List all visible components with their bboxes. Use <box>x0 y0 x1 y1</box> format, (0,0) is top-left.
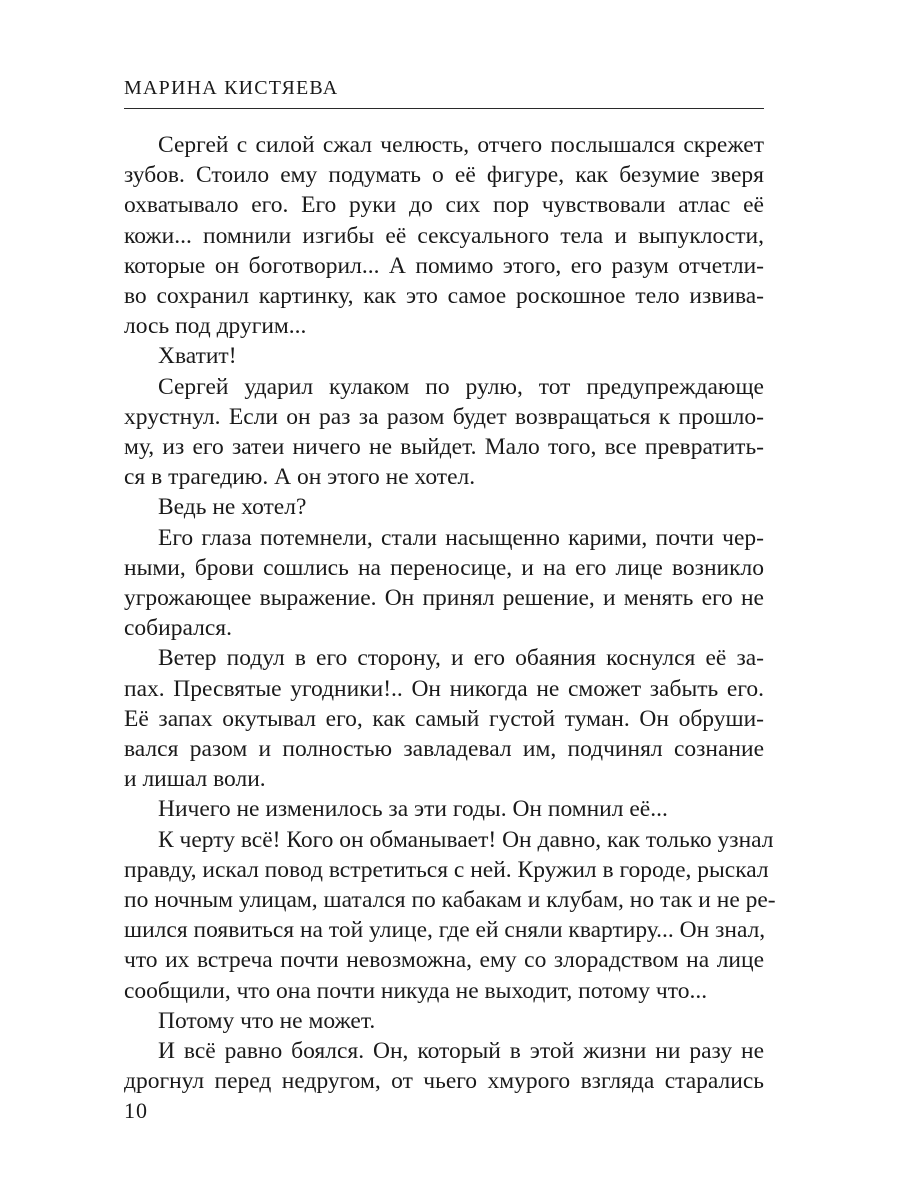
text-line: Потому что не может. <box>158 1007 376 1034</box>
text-line: по ночным улицам, шатался по кабакам и клубам, но так и не ре- <box>124 887 776 914</box>
paragraph <box>124 1036 764 1096</box>
text-line: правду, искал повод встретиться с ней. Кружил в городе, рыскал <box>124 856 769 883</box>
text-line: ся в трагедию. А он этого не хотел. <box>124 464 476 491</box>
text-line: дрогнул перед недругом, от чьего хмурого взгляда старались <box>124 1068 764 1095</box>
text-line: собирался. <box>124 615 232 642</box>
text-line: Сергей с силой сжал челюсть, отчего послышался скрежет <box>158 132 764 158</box>
text-line: К черту всё! Кого он обманывает! Он давно, как только узнал <box>158 826 774 853</box>
text-line: сообщили, что она почти никуда не выходит, потому что... <box>124 977 708 1004</box>
body-text <box>124 130 776 1097</box>
text-line: И всё равно боялся. Он, который в этой жизни ни разу не <box>158 1038 764 1065</box>
text-line: зубов. Стоило ему подумать о её фигуре, как безумие зверя <box>124 162 764 189</box>
text-line: которые он боготворил... А помимо этого, его разум отчетли- <box>124 252 764 279</box>
text-line: Ведь не хотел? <box>158 494 307 521</box>
text-line: Её запах окутывал его, как самый густой туман. Он обруши- <box>124 705 764 732</box>
text-line: лось под другим... <box>124 313 307 340</box>
text-line: хрустнул. Если он раз за разом будет возвращаться к прошло- <box>124 403 764 430</box>
paragraph <box>124 372 764 493</box>
text-line: и лишал воли. <box>124 766 266 793</box>
text-line: Его глаза потемнели, стали насыщенно карими, почти чер- <box>158 524 764 551</box>
text-line: кожи... помнили изгибы её сексуального тела и выпуклости, <box>124 222 764 249</box>
paragraph <box>124 341 764 371</box>
text-line: Сергей ударил кулаком по рулю, тот предупреждающе <box>158 373 764 400</box>
page-number: 10 <box>124 1098 148 1123</box>
paragraph <box>124 523 764 644</box>
paragraph <box>124 794 764 824</box>
text-line: угрожающее выражение. Он принял решение, и менять его не <box>124 585 764 612</box>
text-line: Ветер подул в его сторону, и его обаяния коснулся её за- <box>158 645 764 672</box>
paragraph <box>124 1006 764 1036</box>
text-line: пах. Пресвятые угодники!.. Он никогда не сможет забыть его. <box>124 675 764 702</box>
paragraph <box>124 825 776 1006</box>
header-rule <box>124 108 764 109</box>
paragraph <box>124 492 764 522</box>
paragraph <box>124 643 764 794</box>
text-line: ными, брови сошлись на переносице, и на его лице возникло <box>124 554 764 581</box>
text-line: шился появиться на той улице, где ей сняли квартиру... Он знал, <box>124 917 766 944</box>
text-line: что их встреча почти невозможна, ему со злорадством на лице <box>124 947 764 974</box>
text-line: во сохранил картинку, как это самое роскошное тело извива- <box>124 283 764 310</box>
text-line: охватывало его. Его руки до сих пор чувствовали атлас её <box>124 192 764 219</box>
paragraph <box>124 130 764 341</box>
text-line: му, из его затеи ничего не выйдет. Мало того, все превратить- <box>124 434 764 461</box>
text-line: Хватит! <box>158 343 237 370</box>
running-head-author: МАРИНА КИСТЯЕВА <box>124 77 339 99</box>
text-line: вался разом и полностью завладевал им, подчинял сознание <box>124 736 764 763</box>
text-line: Ничего не изменилось за эти годы. Он помнил её... <box>158 796 668 823</box>
